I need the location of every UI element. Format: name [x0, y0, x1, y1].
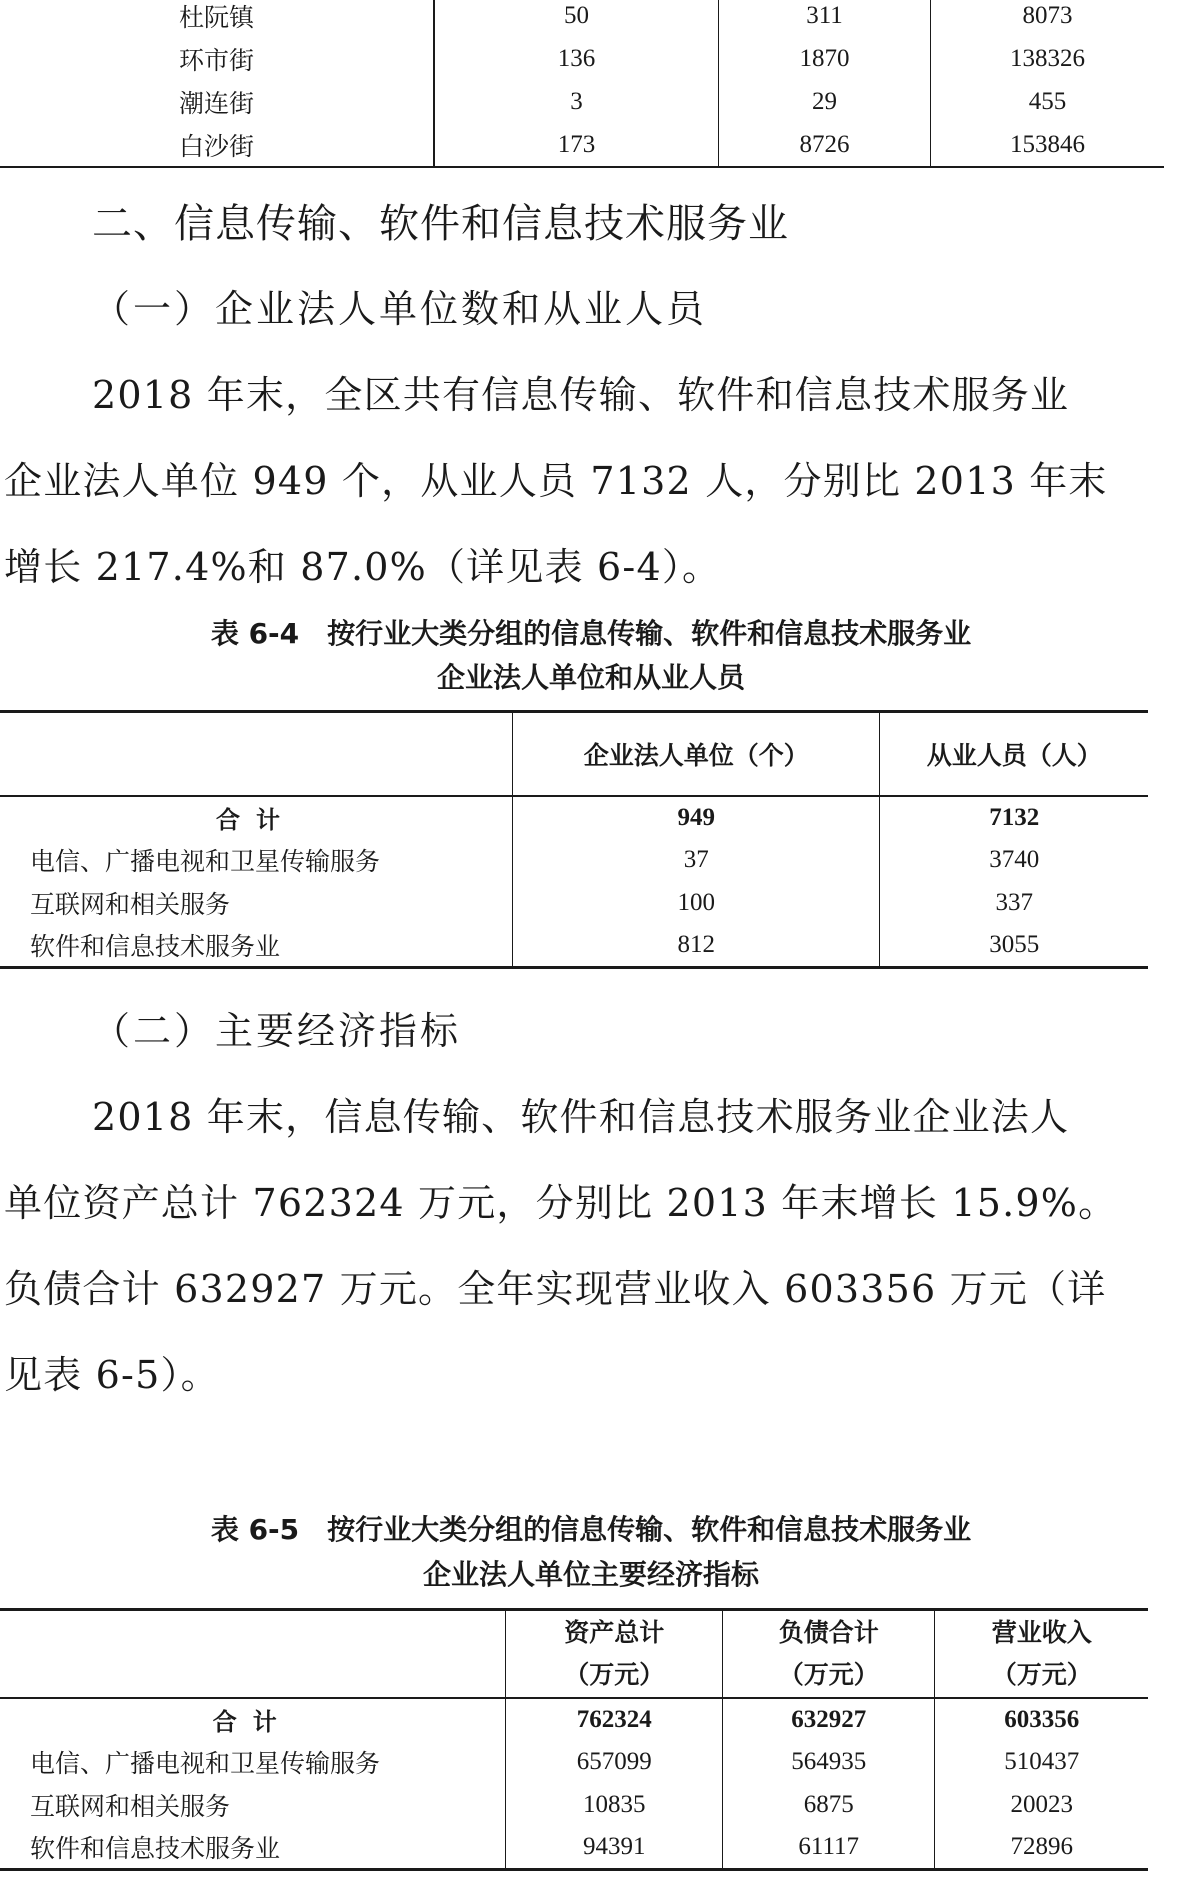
column-header: 从业人员（人）: [880, 712, 1148, 796]
table-caption: 企业法人单位和从业人员: [436, 661, 745, 694]
column-header-line: 资产总计: [564, 1617, 665, 1647]
table-cell: 94391: [506, 1827, 722, 1870]
table-row: [0, 123, 1164, 167]
table-cell: 6875: [722, 1784, 935, 1827]
table-cell: 100: [513, 882, 880, 925]
table-cell: 1870: [719, 37, 931, 80]
table-caption: 表 6-5 按行业大类分组的信息传输、软件和信息技术服务业: [210, 1513, 972, 1546]
table-cell: 153846: [931, 123, 1165, 167]
table-header-row: [0, 1610, 1148, 1698]
table-cell: 949: [513, 796, 880, 839]
column-header-unit: （万元）: [564, 1659, 665, 1689]
subsection-heading-2: （二）主要经济指标: [92, 1009, 462, 1053]
row-label: 电信、广播电视和卫星传输服务: [0, 1741, 506, 1784]
table-cell: 3740: [989, 846, 1040, 873]
column-header: 企业法人单位（个）: [513, 712, 880, 796]
paragraph-line: 2018 年末，信息传输、软件和信息技术服务业企业法人: [92, 1095, 1070, 1139]
table-cell: 10835: [506, 1784, 722, 1827]
column-header: [935, 1610, 1148, 1698]
paragraph-line: 单位资产总计 762324 万元，分别比 2013 年末增长 15.9%。: [4, 1181, 1118, 1225]
table-total-row: [0, 796, 1148, 839]
table-cell: 8073: [1022, 1, 1073, 29]
table-cell: 3055: [989, 931, 1040, 959]
table-caption: 表 6-4 按行业大类分组的信息传输、软件和信息技术服务业: [210, 617, 972, 650]
table-cell: 50: [434, 0, 719, 37]
total-label: 合计: [0, 796, 513, 839]
table-cell: 632927: [722, 1698, 935, 1741]
paragraph-line: 企业法人单位 949 个，从业人员 7132 人，分别比 2013 年末: [4, 459, 1108, 503]
table-row: [0, 1741, 1148, 1784]
row-label: 电信、广播电视和卫星传输服务: [0, 839, 513, 882]
table-cell: 8726: [719, 123, 931, 167]
paragraph-line: 负债合计 632927 万元。全年实现营业收入 603356 万元（详: [4, 1267, 1107, 1311]
table-header-blank: [0, 1610, 506, 1698]
table-cell: 29: [719, 80, 931, 123]
subsection-heading-1: （一）企业法人单位数和从业人员: [92, 287, 708, 331]
table-row: [0, 0, 1164, 37]
table-row: [0, 925, 1148, 968]
table-6-4: [0, 710, 1148, 969]
row-label: 互联网和相关服务: [0, 882, 513, 925]
town-name: 杜阮镇: [0, 0, 434, 37]
table-cell: 173: [434, 123, 719, 167]
table-cell: 37: [513, 839, 880, 882]
table-row: [0, 1827, 1148, 1870]
table-row: [0, 839, 1148, 882]
table-cell: 603356: [1004, 1705, 1080, 1733]
town-name: 潮连街: [0, 80, 434, 123]
column-header-line: 负债合计: [778, 1617, 879, 1647]
total-label: 合计: [0, 1698, 506, 1741]
town-name: 白沙街: [0, 123, 434, 167]
table-cell: 812: [513, 925, 880, 968]
table-cell: 455: [1028, 87, 1067, 115]
column-header: [722, 1610, 935, 1698]
table-row: [0, 80, 1164, 123]
table-cell: 20023: [1010, 1791, 1073, 1818]
table-cell: 657099: [506, 1741, 722, 1784]
table-cell: 3: [434, 80, 719, 123]
top-table: [0, 0, 1164, 168]
town-name: 环市街: [0, 37, 434, 80]
table-caption: 企业法人单位主要经济指标: [422, 1558, 759, 1591]
table-cell: 61117: [722, 1827, 935, 1870]
table-cell: 337: [995, 889, 1033, 916]
table-header-row: [0, 712, 1148, 796]
row-label: 软件和信息技术服务业: [0, 1827, 506, 1870]
column-header: [506, 1610, 722, 1698]
table-cell: 311: [719, 0, 931, 37]
paragraph-line: 见表 6-5）。: [4, 1353, 220, 1397]
table-total-row: [0, 1698, 1148, 1741]
column-header-unit: （万元）: [778, 1659, 879, 1689]
table-cell: 72896: [1010, 1833, 1073, 1861]
column-header-unit: （万元）: [991, 1659, 1092, 1689]
row-label: 软件和信息技术服务业: [0, 925, 513, 968]
table-row: [0, 37, 1164, 80]
paragraph-line: 增长 217.4%和 87.0%（详见表 6-4）。: [4, 545, 722, 589]
row-label: 互联网和相关服务: [0, 1784, 506, 1827]
table-cell: 762324: [506, 1698, 722, 1741]
table-6-5: [0, 1608, 1148, 1871]
table-header-blank: [0, 712, 513, 796]
table-row: [0, 1784, 1148, 1827]
table-cell: 564935: [722, 1741, 935, 1784]
table-cell: 136: [434, 37, 719, 80]
paragraph-line: 2018 年末，全区共有信息传输、软件和信息技术服务业: [92, 373, 1070, 417]
table-row: [0, 882, 1148, 925]
column-header-line: 营业收入: [991, 1617, 1092, 1647]
table-cell: 138326: [1010, 44, 1085, 72]
table-cell: 510437: [1004, 1748, 1080, 1775]
table-cell: 7132: [989, 803, 1040, 831]
section-heading: 二、信息传输、软件和信息技术服务业: [92, 201, 789, 247]
